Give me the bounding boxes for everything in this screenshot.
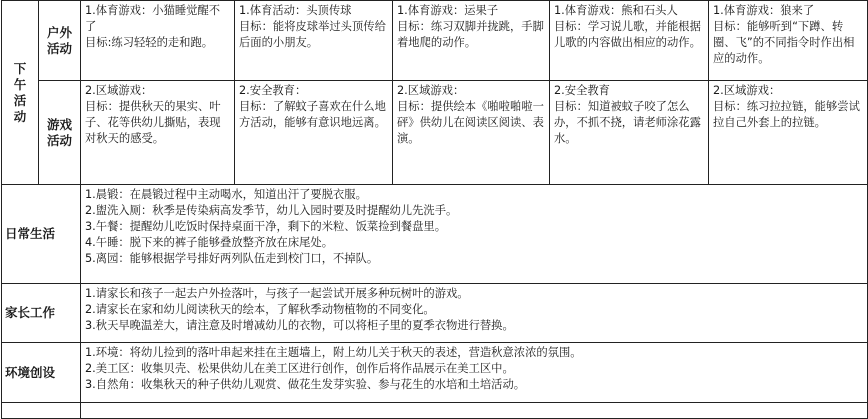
daily-item: 5.离园：能够根据学号排好两列队伍走到校门口，不掉队。 [85, 252, 379, 265]
wed-outdoor-text: 1.体育游戏：运果子 目标：练习双脚并拢跳，手脚着地爬的动作。 [397, 4, 544, 49]
game-activity-label-text: 游戏活动 [47, 116, 73, 148]
environment-label [2, 343, 81, 403]
outdoor-activity-label [39, 1, 81, 81]
parent-work-label-text: 家长工作 [5, 305, 56, 320]
next-row-partial [2, 403, 868, 419]
game-activity-label [39, 81, 81, 185]
thu-outdoor-cell [550, 1, 709, 81]
thu-game-text: 2.安全教育 目标：知道被蚊子咬了怎么办，不抓不挠，请老师涂花露水。 [554, 84, 701, 145]
weekly-plan-table [1, 0, 868, 419]
thu-outdoor-text: 1.体育游戏：熊和石头人 目标：学习说儿歌，并能根据儿歌的内容做出相应的动作。 [554, 4, 701, 49]
parent-work-row [2, 284, 868, 343]
afternoon-game-row [2, 81, 868, 185]
environment-item: 2.美工区：收集贝壳、松果供幼儿在美工区进行创作，创作后将作品展示在美工区中。 [85, 362, 514, 375]
afternoon-label-text: 下午活动 [13, 60, 27, 124]
environment-item: 3.自然角：收集秋天的种子供幼儿观赏、做花生发芽实验、参与花生的水培和土培活动。 [85, 378, 526, 391]
tue-outdoor-text: 1.体育活动：头顶传球 目标：能将皮球举过头顶传给后面的小朋友。 [239, 4, 386, 49]
afternoon-outdoor-row [2, 1, 868, 81]
daily-item: 4.午睡：脱下来的裤子能够叠放整齐放在床尾处。 [85, 236, 334, 249]
outdoor-activity-label-text: 户外活动 [47, 24, 73, 56]
parent-work-label [2, 284, 81, 343]
fri-outdoor-cell [709, 1, 868, 81]
daily-life-label [2, 185, 81, 284]
parent-item: 1.请家长和孩子一起去户外捡落叶，与孩子一起尝试开展多种玩树叶的游戏。 [85, 287, 469, 300]
afternoon-label [2, 1, 39, 185]
wed-outdoor-cell [393, 1, 550, 81]
daily-item: 1.晨锻：在晨锻过程中主动喝水，知道出汗了要脱衣服。 [85, 188, 367, 201]
mon-game-cell [81, 81, 235, 185]
mon-outdoor-cell [81, 1, 235, 81]
daily-life-content [81, 185, 868, 284]
tue-game-cell [235, 81, 393, 185]
fri-outdoor-text: 1.体育游戏：狼来了 目标：能够听到“下蹲、转圈、飞”的不同指令时作出相应的动作。 [713, 4, 855, 65]
fri-game-text: 2.区域游戏： 目标：练习拉拉链，能够尝试拉自己外套上的拉链。 [713, 84, 860, 129]
daily-life-row [2, 185, 868, 284]
environment-row [2, 343, 868, 403]
wed-game-cell [393, 81, 550, 185]
mon-outdoor-text: 1.体育游戏：小猫睡觉醒不了 目标:练习轻轻的走和跑。 [85, 4, 221, 49]
daily-item: 2.盥洗入厕：秋季是传染病高发季节，幼儿入园时要及时提醒幼儿先洗手。 [85, 204, 458, 217]
parent-item: 3.秋天早晚温差大，请注意及时增减幼儿的衣物，可以将柜子里的夏季衣物进行替换。 [85, 319, 514, 332]
daily-item: 3.午餐：提醒幼儿吃饭时保持桌面干净，剩下的米粒、饭菜捡到餐盘里。 [85, 220, 446, 233]
next-row-content-cell [81, 403, 868, 419]
parent-item: 2.请家长在家和幼儿阅读秋天的绘本，了解秋季动物植物的不同变化。 [85, 303, 435, 316]
environment-label-text: 环境创设 [5, 364, 56, 380]
tue-game-text: 2.安全教育： 目标：了解蚊子喜欢在什么地方活动，能够有意识地远离。 [239, 84, 386, 129]
wed-game-text: 2.区域游戏： 目标：提供绘本《啪啦啪啦一砰》供幼儿在阅读区阅读、表演。 [397, 84, 544, 145]
thu-game-cell [550, 81, 709, 185]
environment-content [81, 343, 868, 403]
environment-item: 1.环境：将幼儿捡到的落叶串起来挂在主题墙上，附上幼儿关于秋天的表述，营造秋意浓浓的氛围。 [85, 346, 582, 359]
mon-game-text: 2.区域游戏： 目标：提供秋天的果实、叶子、花等供幼儿撕贴，表现对秋天的感受。 [85, 84, 221, 145]
fri-game-cell [709, 81, 868, 185]
daily-life-label-text: 日常生活 [5, 226, 56, 241]
next-row-label-cell [2, 403, 81, 419]
parent-work-content [81, 284, 868, 343]
tue-outdoor-cell [235, 1, 393, 81]
